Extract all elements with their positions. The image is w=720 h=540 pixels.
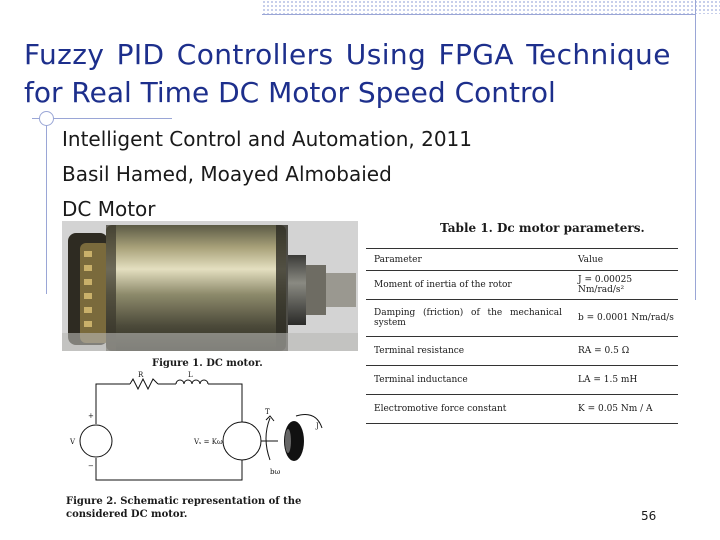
decorative-dot-banner	[262, 0, 720, 14]
value-cell: b = 0.0001 Nm/rad/s	[570, 300, 678, 337]
figure-2-caption: Figure 2. Schematic representation of the considered DC motor.	[66, 496, 302, 520]
parameter-cell: Electromotive force constant	[366, 395, 570, 424]
page-number: 56	[641, 509, 657, 523]
parameter-cell: Moment of inertia of the rotor	[366, 271, 570, 300]
value-cell: RA = 0.5 Ω	[570, 337, 678, 366]
bullet-journal: Intelligent Control and Automation, 2011	[62, 127, 472, 151]
table-title: Table 1. Dc motor parameters.	[440, 221, 645, 235]
decorative-rule	[262, 14, 696, 15]
slide-title-line-1: Fuzzy PID Controllers Using FPGA Technique	[24, 38, 671, 71]
bullet-authors: Basil Hamed, Moayed Almobaied	[62, 162, 392, 186]
value-cell: K = 0.05 Nm / A	[570, 395, 678, 424]
label-t: T	[265, 408, 270, 416]
label-r: R	[138, 371, 144, 379]
bullet-list	[62, 122, 472, 227]
decorative-circle	[39, 111, 54, 126]
table-row	[366, 366, 678, 395]
table-row	[366, 337, 678, 366]
parameter-cell: Damping (friction) of the mechanical system	[366, 300, 570, 337]
bullet-topic: DC Motor	[62, 197, 156, 221]
motor-parameters-table	[366, 248, 678, 424]
column-header-parameter: Parameter	[366, 249, 570, 271]
decorative-rule	[695, 0, 696, 300]
label-v: V	[70, 438, 76, 446]
label-minus: −	[88, 462, 94, 470]
figure-1-caption: Figure 1. DC motor.	[152, 358, 263, 369]
dc-motor-photo	[62, 221, 358, 351]
value-cell: J = 0.00025 Nm/rad/s²	[570, 271, 678, 300]
label-vs: Vₛ = Kω	[194, 438, 223, 446]
label-plus: +	[88, 412, 94, 420]
slide-title	[24, 36, 694, 112]
decorative-rule	[46, 114, 47, 294]
label-j: J	[316, 422, 319, 430]
table-row	[366, 271, 678, 300]
table-header-row	[366, 249, 678, 271]
motor-schematic-diagram	[66, 371, 344, 488]
parameter-cell: Terminal inductance	[366, 366, 570, 395]
label-bw: bω	[270, 468, 281, 476]
column-header-value: Value	[570, 249, 678, 271]
parameter-cell: Terminal resistance	[366, 337, 570, 366]
table-row	[366, 395, 678, 424]
label-l: L	[188, 371, 193, 379]
value-cell: LA = 1.5 mH	[570, 366, 678, 395]
table-row	[366, 300, 678, 337]
slide-title-line-2: for Real Time DC Motor Speed Control	[24, 76, 556, 109]
